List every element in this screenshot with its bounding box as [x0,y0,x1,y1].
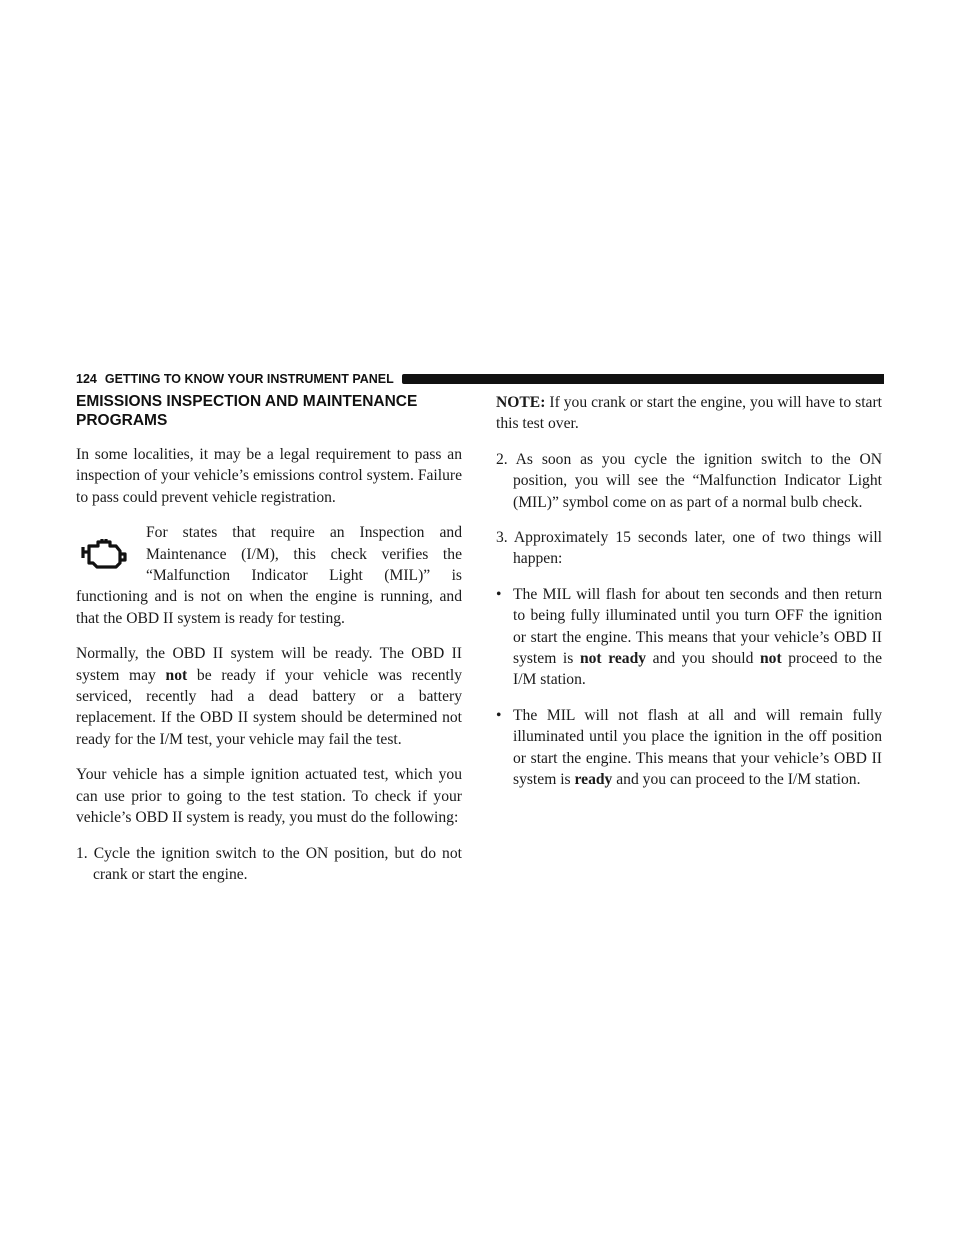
im-check-paragraph: For states that require an Inspection and Maintenance (I/M), this check verifies the “Malfunction Indicator Light (MIL)” is functioning and is not on when the engine is running, and that the OBD II system is ready for testing. [76,524,462,627]
right-column [496,392,882,805]
obd-ready-paragraph: Normally, the OBD II system will be ready. The OBD II system may not be ready if your vehicle was recently serviced, recently had a dead battery or a battery replacement. If the OBD II system should be determined not ready for the I/M test, your vehicle may fail the test. [76,645,462,748]
check-engine-icon [80,536,128,576]
note-paragraph: NOTE: If you crank or start the engine, you will have to start this test over. [496,394,882,433]
page-header [76,371,884,387]
list-item: • The MIL will flash for about ten seconds and then return to being fully illuminated until you turn OFF the ignition or start the engine. This means that your vehicle’s OBD II system is not ready and you should not proceed to the I/M station. [496,585,883,689]
bullet-icon: • [496,585,502,603]
step-1: 1. Cycle the ignition switch to the ON position, but do not crank or start the engine. [76,844,462,883]
section-title: GETTING TO KNOW YOUR INSTRUMENT PANEL [104,372,394,386]
bullet-icon: • [496,706,502,724]
step-3: 3. Approximately 15 seconds later, one of two things will happen: [496,529,882,568]
page-number: 124 [76,372,97,386]
icon-paragraph [76,522,462,629]
left-column [76,392,462,899]
test-intro-paragraph: Your vehicle has a simple ignition actuated test, which you can use prior to going to the test station. To check if your vehicle’s OBD II system is ready, you must do the following: [76,766,462,827]
intro-paragraph: In some localities, it may be a legal requirement to pass an inspection of your vehicle’s emissions control system. Failure to pass could prevent vehicle registration. [76,446,462,506]
list-item: • The MIL will not flash at all and will remain fully illuminated until you place the ignition in the off position or start the engine. This means that your vehicle’s OBD II system is ready and you can proceed to the I/M station. [496,706,882,789]
header-rule [402,374,884,384]
note-label: NOTE: [496,394,546,411]
section-heading: EMISSIONS INSPECTION AND MAINTENANCE PROGRAMS [76,393,418,429]
step-2: 2. As soon as you cycle the ignition switch to the ON position, you will see the “Malfunction Indicator Light (MIL)” symbol come on as part of a normal bulb check. [496,450,882,511]
